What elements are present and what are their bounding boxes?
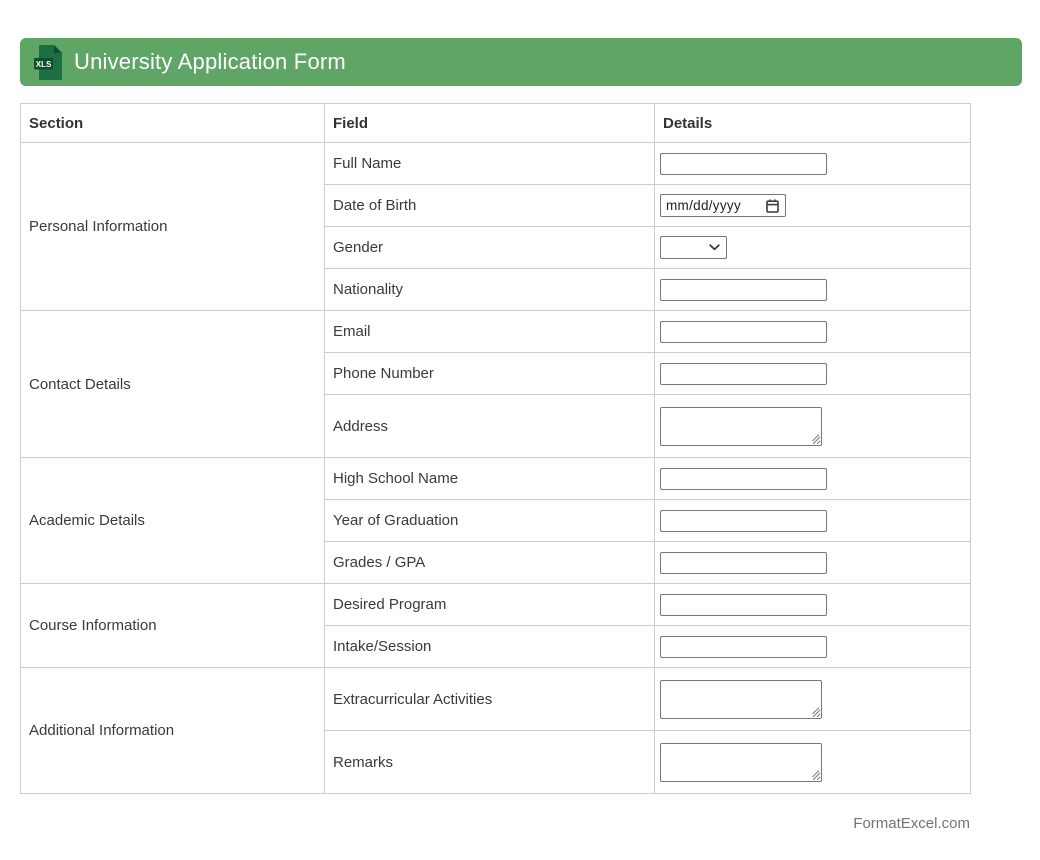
field-label-remarks: Remarks	[325, 731, 655, 794]
section-cell-contact-details: Contact Details	[21, 311, 325, 458]
field-label-date-of-birth: Date of Birth	[325, 185, 655, 227]
section-cell-academic-details: Academic Details	[21, 458, 325, 584]
application-form-table	[20, 103, 971, 794]
page-title: University Application Form	[74, 49, 346, 74]
intake-session-input[interactable]	[660, 636, 827, 658]
table-header-row	[21, 104, 971, 143]
field-label-year-of-graduation: Year of Graduation	[325, 500, 655, 542]
xls-icon-label: XLS	[35, 59, 52, 69]
chevron-down-icon	[709, 244, 720, 251]
table-row	[21, 311, 971, 353]
page-header	[20, 38, 1022, 86]
full-name-input[interactable]	[660, 153, 827, 175]
address-textarea[interactable]	[660, 407, 822, 446]
details-cell-date-of-birth	[655, 185, 971, 227]
extracurricular-activities-textarea[interactable]	[660, 680, 822, 719]
details-cell-high-school-name	[655, 458, 971, 500]
date-of-birth-date-input[interactable]	[660, 194, 786, 217]
field-label-address: Address	[325, 395, 655, 458]
details-cell-gender	[655, 227, 971, 269]
email-input[interactable]	[660, 321, 827, 343]
field-label-desired-program: Desired Program	[325, 584, 655, 626]
section-cell-additional-information: Additional Information	[21, 668, 325, 794]
details-cell-nationality	[655, 269, 971, 311]
details-cell-full-name	[655, 143, 971, 185]
table-row	[21, 458, 971, 500]
section-cell-personal-information: Personal Information	[21, 143, 325, 311]
column-header-field: Field	[325, 104, 655, 143]
grades-gpa-input[interactable]	[660, 552, 827, 574]
details-cell-year-of-graduation	[655, 500, 971, 542]
high-school-name-input[interactable]	[660, 468, 827, 490]
field-label-phone-number: Phone Number	[325, 353, 655, 395]
gender-select[interactable]	[660, 236, 727, 259]
details-cell-phone-number	[655, 353, 971, 395]
remarks-textarea-wrap	[660, 743, 822, 782]
calendar-icon	[766, 199, 779, 213]
phone-number-input[interactable]	[660, 363, 827, 385]
table-row	[21, 584, 971, 626]
field-label-nationality: Nationality	[325, 269, 655, 311]
field-label-full-name: Full Name	[325, 143, 655, 185]
table-row	[21, 668, 971, 731]
remarks-textarea[interactable]	[660, 743, 822, 782]
details-cell-grades-gpa	[655, 542, 971, 584]
field-label-high-school-name: High School Name	[325, 458, 655, 500]
extracurricular-activities-textarea-wrap	[660, 680, 822, 719]
field-label-grades-gpa: Grades / GPA	[325, 542, 655, 584]
details-cell-email	[655, 311, 971, 353]
column-header-details: Details	[655, 104, 971, 143]
field-label-email: Email	[325, 311, 655, 353]
footer-credit: FormatExcel.com	[853, 815, 970, 832]
details-cell-extracurricular-activities	[655, 668, 971, 731]
details-cell-intake-session	[655, 626, 971, 668]
date-placeholder: mm/dd/yyyy	[666, 198, 742, 213]
details-cell-remarks	[655, 731, 971, 794]
details-cell-address	[655, 395, 971, 458]
section-cell-course-information: Course Information	[21, 584, 325, 668]
xls-file-icon	[33, 44, 63, 81]
year-of-graduation-input[interactable]	[660, 510, 827, 532]
nationality-input[interactable]	[660, 279, 827, 301]
field-label-intake-session: Intake/Session	[325, 626, 655, 668]
address-textarea-wrap	[660, 407, 822, 446]
field-label-gender: Gender	[325, 227, 655, 269]
column-header-section: Section	[21, 104, 325, 143]
desired-program-input[interactable]	[660, 594, 827, 616]
field-label-extracurricular-activities: Extracurricular Activities	[325, 668, 655, 731]
details-cell-desired-program	[655, 584, 971, 626]
table-row	[21, 143, 971, 185]
